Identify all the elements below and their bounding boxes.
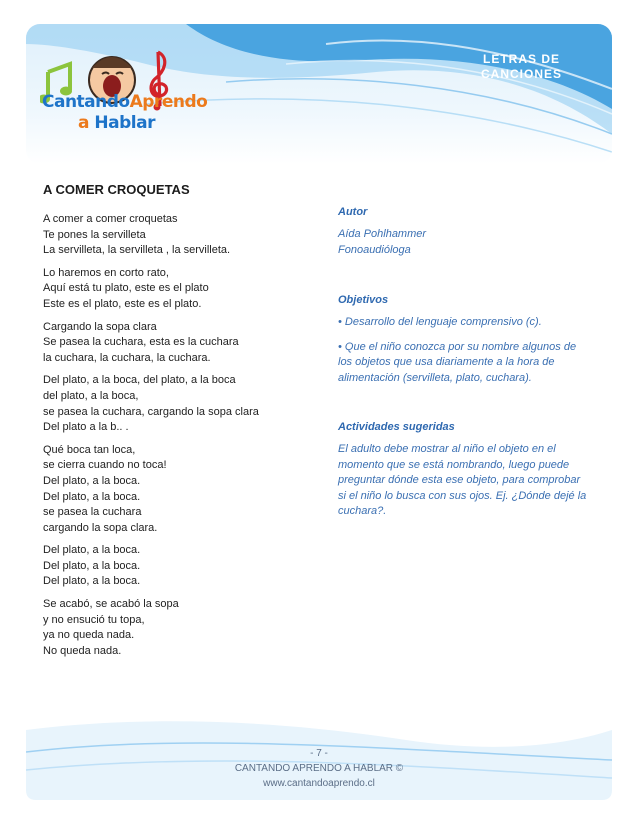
- song-title: A COMER CROQUETAS: [43, 182, 190, 197]
- lyrics-line: se cierra cuando no toca!: [43, 459, 167, 472]
- author-heading: Autor: [338, 206, 368, 218]
- author-name: Aída Pohlhammer: [338, 228, 427, 240]
- objective-2-line: los objetos que usa diariamente a la hora de: [338, 356, 555, 368]
- footer-url: www.cantandoaprendo.cl: [263, 778, 375, 789]
- lyrics-line: Del plato, a la boca.: [43, 559, 141, 572]
- objective-2-line: alimentación (servilleta, plato, cuchara).: [338, 371, 532, 384]
- logo-text-line1: [42, 92, 207, 112]
- objective-item-1: • Desarrollo del lenguaje comprensivo (c).: [338, 316, 542, 328]
- lyrics-column: [43, 212, 313, 666]
- activities-line: preguntar dónde esta ese objeto, para comprobar: [338, 474, 581, 486]
- activities-line: si el niño lo busca con sus ojos. Ej. ¿Dónde dejé la: [338, 489, 587, 502]
- lyrics-line: Se pasea la cuchara, esta es la cuchara: [43, 336, 239, 349]
- letras-badge: [481, 52, 562, 82]
- lyrics-line: Del plato a la b.. .: [43, 421, 129, 434]
- lyrics-line: y no ensució tu topa,: [43, 613, 145, 626]
- lyrics-line: Aquí está tu plato, este es el plato: [43, 282, 209, 295]
- logo-word-hablar: Hablar: [94, 113, 155, 133]
- author-role: Fonoaudióloga: [338, 243, 411, 256]
- activities-line: momento que se está nombrando, luego puede: [338, 458, 570, 471]
- lyrics-line: A comer a comer croquetas: [43, 213, 178, 225]
- lyrics-line: la cuchara, la cuchara, la cuchara.: [43, 351, 211, 364]
- lyrics-stanza: [43, 443, 313, 537]
- lyrics-line: Se acabó, se acabó la sopa: [43, 598, 179, 611]
- activities-line: cuchara?.: [338, 505, 387, 517]
- lyrics-stanza: [43, 266, 313, 313]
- lyrics-line: Este es el plato, este es el plato.: [43, 297, 202, 310]
- lyrics-line: Del plato, a la boca.: [43, 575, 141, 588]
- lyrics-line: ya no queda nada.: [43, 629, 135, 642]
- objective-item-2: [338, 340, 598, 387]
- activities-text: [338, 442, 598, 520]
- lyrics-line: Te pones la servilleta: [43, 228, 146, 241]
- lyrics-stanza: [43, 320, 313, 367]
- logo-text-line2: [78, 113, 155, 133]
- lyrics-stanza: [43, 543, 313, 590]
- lyrics-line: se pasea la cuchara, cargando la sopa clara: [43, 405, 259, 418]
- badge-line2: CANCIONES: [480, 67, 562, 81]
- lyrics-line: Del plato, a la boca.: [43, 544, 141, 557]
- lyrics-line: No queda nada.: [43, 644, 122, 657]
- lyrics-stanza: [43, 373, 313, 435]
- lyrics-line: Del plato, a la boca.: [43, 490, 141, 503]
- lyrics-line: Cargando la sopa clara: [43, 320, 157, 333]
- lyrics-stanza: [43, 212, 313, 259]
- lyrics-line: cargando la sopa clara.: [43, 521, 158, 534]
- logo-word-cantando: Cantando: [42, 92, 130, 112]
- badge-line1: LETRAS DE: [482, 52, 560, 66]
- objectives-heading: Objetivos: [338, 294, 389, 306]
- objective-2-line: • Que el niño conozca por su nombre algunos de: [338, 340, 577, 353]
- lyrics-line: Qué boca tan loca,: [43, 443, 136, 456]
- activities-line: El adulto debe mostrar al niño el objeto en el: [338, 443, 556, 455]
- footer: [0, 746, 638, 791]
- lyrics-stanza: [43, 597, 313, 659]
- lyrics-line: Del plato, a la boca.: [43, 474, 141, 487]
- logo-word-a: a: [78, 113, 89, 133]
- lyrics-line: se pasea la cuchara: [43, 506, 142, 519]
- lyrics-line: Lo haremos en corto rato,: [43, 266, 169, 279]
- page-number: - 7 -: [310, 748, 328, 759]
- footer-brand: CANTANDO APRENDO A HABLAR ©: [234, 763, 404, 774]
- info-column: [338, 206, 598, 520]
- lyrics-line: del plato, a la boca,: [43, 389, 139, 402]
- activities-heading: Actividades sugeridas: [338, 421, 455, 433]
- logo-word-aprendo: Aprendo: [129, 92, 208, 112]
- lyrics-line: Del plato, a la boca, del plato, a la boca: [43, 374, 236, 387]
- header-banner: [26, 24, 612, 164]
- lyrics-line: La servilleta, la servilleta , la servilleta.: [43, 244, 231, 257]
